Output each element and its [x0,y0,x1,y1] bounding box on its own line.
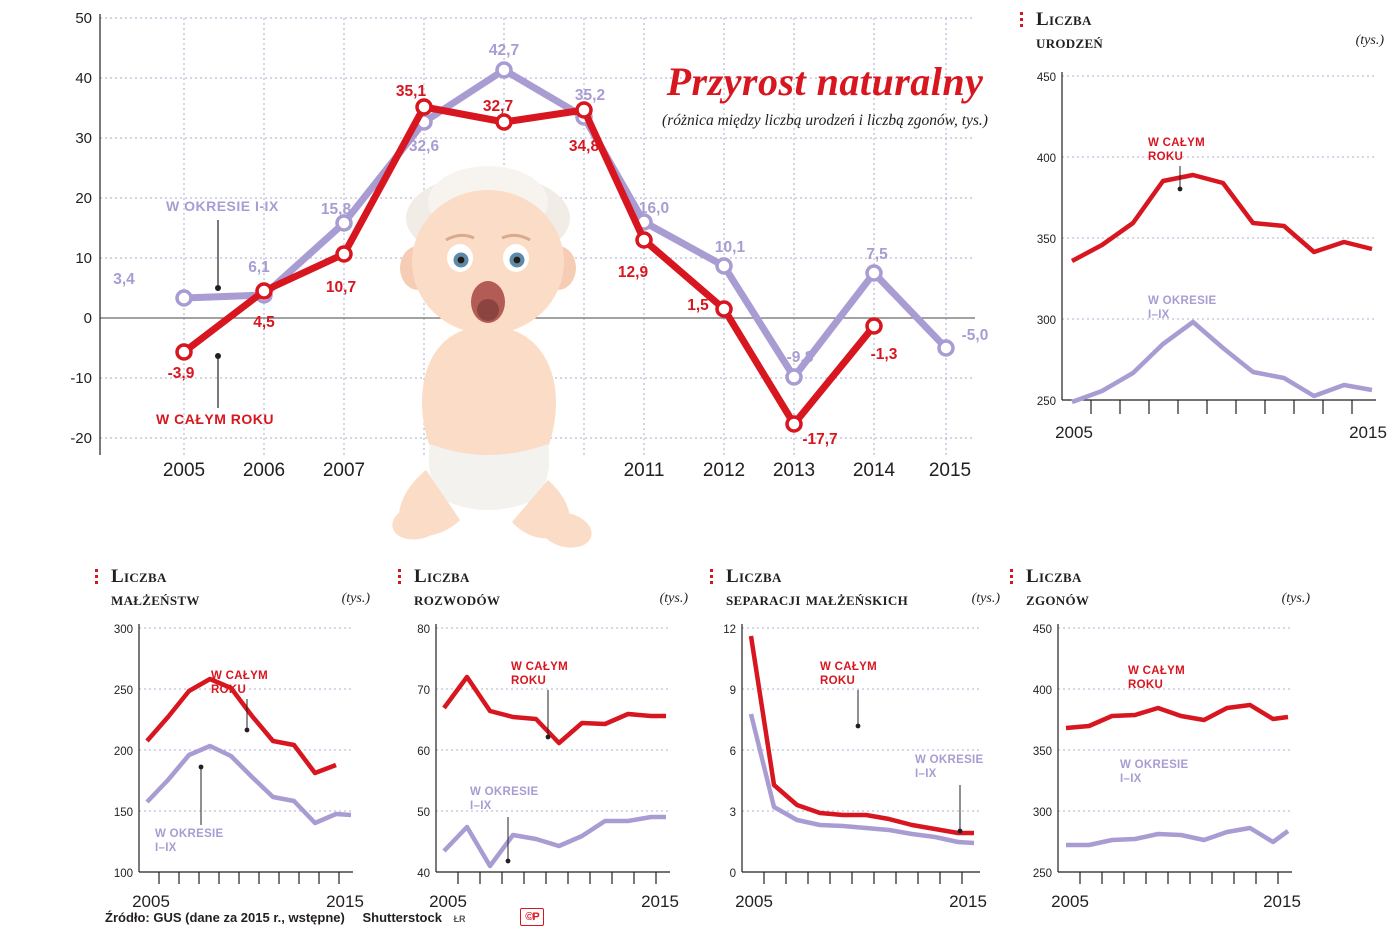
svg-text:16,0: 16,0 [638,200,670,217]
svg-text:10,1: 10,1 [714,239,746,256]
svg-text:-5,0: -5,0 [961,327,989,344]
svg-text:400: 400 [1032,685,1052,697]
svg-text:40: 40 [75,70,92,87]
svg-text:2005: 2005 [1055,423,1093,442]
svg-text:2007: 2007 [322,460,366,481]
svg-text:60: 60 [417,746,430,758]
svg-text:I–IX: I–IX [915,768,937,780]
svg-text:I–IX: I–IX [470,800,492,812]
svg-text:2015: 2015 [928,460,972,481]
credit-text: Shutterstock [362,910,442,925]
svg-text:2005: 2005 [735,892,773,911]
annotation-red-dot [215,353,221,359]
panel-liczba-separacji [710,565,1000,941]
y-tick-labels [70,10,92,447]
annotation-purple-dot [215,285,221,291]
svg-text:-9,8: -9,8 [786,349,814,366]
svg-text:-17,7: -17,7 [802,431,838,448]
svg-text:300: 300 [1036,315,1056,327]
svg-text:15,8: 15,8 [320,201,352,218]
svg-text:12: 12 [723,624,736,636]
svg-text:4,5: 4,5 [253,314,275,331]
panel-unit: (tys.) [659,591,688,606]
svg-text:30: 30 [75,130,92,147]
annotation-purple-label: W OKRESIE I-IX [166,198,279,214]
svg-text:W CAŁYM: W CAŁYM [820,661,878,673]
svg-text:34,8: 34,8 [568,138,600,155]
svg-text:450: 450 [1036,72,1056,84]
bullet-dots-icon [398,569,406,583]
chart-liczba-zgonow [1010,611,1310,941]
svg-text:35,2: 35,2 [574,87,606,104]
svg-text:W CAŁYM: W CAŁYM [511,661,569,673]
svg-text:400: 400 [1036,153,1056,165]
svg-text:ROKU: ROKU [211,684,247,696]
svg-text:I–IX: I–IX [1148,309,1170,321]
svg-text:W CAŁYM: W CAŁYM [211,670,269,682]
svg-text:W CAŁYM: W CAŁYM [1128,665,1186,677]
svg-text:250: 250 [113,685,133,697]
svg-text:2005: 2005 [1051,892,1089,911]
panel-title-line1: Liczba [726,566,782,587]
svg-text:250: 250 [1036,396,1056,408]
svg-text:2012: 2012 [702,460,746,481]
baby-illustration [360,150,630,550]
bullet-dots-icon [95,569,103,583]
page-subtitle: (różnica między liczbą urodzeń i liczbą zgonów, tys.) [662,112,988,129]
svg-text:-20: -20 [70,430,92,447]
svg-text:40: 40 [417,868,430,880]
svg-text:35,1: 35,1 [395,83,427,100]
svg-text:W OKRESIE: W OKRESIE [1120,759,1189,771]
svg-text:W CAŁYM: W CAŁYM [1148,137,1206,149]
panel-title-line2: rozwodów [414,589,501,610]
svg-text:0: 0 [83,310,92,327]
svg-text:0: 0 [729,868,736,880]
svg-text:250: 250 [1032,868,1052,880]
svg-text:6: 6 [729,746,736,758]
panel-liczba-zgonow [1010,565,1310,941]
panel-title-line2: małżeństw [111,589,200,610]
svg-text:W OKRESIE: W OKRESIE [915,754,984,766]
panel-unit: (tys.) [341,591,370,606]
svg-text:9: 9 [729,685,736,697]
svg-text:I–IX: I–IX [155,842,177,854]
panel-liczba-rozwodow [398,565,688,941]
svg-text:2015: 2015 [1263,892,1301,911]
svg-text:-10: -10 [70,370,92,387]
svg-text:50: 50 [75,10,92,27]
svg-text:ROKU: ROKU [1148,151,1184,163]
svg-text:10: 10 [75,250,92,267]
chart-liczba-rozwodow [398,611,688,941]
svg-text:200: 200 [113,746,133,758]
panel-unit: (tys.) [971,591,1000,606]
panel-unit: (tys.) [1355,33,1384,48]
footer [105,910,466,925]
svg-text:450: 450 [1032,624,1052,636]
svg-text:300: 300 [113,624,133,636]
svg-text:2015: 2015 [641,892,679,911]
chart-liczba-malzenstw [95,611,370,941]
svg-text:7,5: 7,5 [866,246,888,263]
panel-unit: (tys.) [1281,591,1310,606]
svg-text:100: 100 [113,868,133,880]
panel-title-line1: Liczba [1026,566,1082,587]
svg-text:2005: 2005 [132,892,170,911]
annotation-red-label: W CAŁYM ROKU [156,411,274,427]
author-initials: ŁR [453,914,466,924]
svg-text:ROKU: ROKU [511,675,547,687]
svg-text:12,9: 12,9 [617,264,649,281]
svg-text:50: 50 [417,807,430,819]
bullet-dots-icon [1020,12,1028,26]
svg-text:10,7: 10,7 [325,279,357,296]
svg-text:42,7: 42,7 [488,42,520,59]
svg-text:I–IX: I–IX [1120,773,1142,785]
source-text: Źródło: GUS (dane za 2015 r., wstępne) [105,910,345,925]
svg-text:70: 70 [417,685,430,697]
bullet-dots-icon [1010,569,1018,583]
svg-text:2013: 2013 [772,460,816,481]
svg-text:W OKRESIE: W OKRESIE [470,786,539,798]
panel-title-line1: Liczba [111,566,167,587]
panel-title-line2: separacji małżeńskich [726,589,908,610]
chart-liczba-separacji [710,611,1000,941]
svg-text:3,4: 3,4 [113,271,135,288]
svg-text:2011: 2011 [623,460,665,481]
svg-text:350: 350 [1036,234,1056,246]
svg-text:-1,3: -1,3 [870,346,898,363]
svg-text:1,5: 1,5 [687,297,709,314]
svg-text:32,7: 32,7 [482,98,514,115]
svg-text:2015: 2015 [326,892,364,911]
svg-text:2005: 2005 [162,460,206,481]
svg-text:-3,9: -3,9 [167,365,195,382]
panel-title-line1: Liczba [414,566,470,587]
panel-liczba-urodzen [1020,8,1392,474]
svg-text:W OKRESIE: W OKRESIE [155,828,224,840]
svg-text:ROKU: ROKU [1128,679,1164,691]
svg-text:350: 350 [1032,746,1052,758]
svg-text:32,6: 32,6 [408,138,440,155]
panel-liczba-malzenstw [95,565,370,941]
svg-text:20: 20 [75,190,92,207]
panel-title-line2: zgonów [1026,589,1090,610]
svg-text:3: 3 [729,807,736,819]
copyright-badge: ©P [520,908,544,926]
svg-text:2015: 2015 [1349,423,1387,442]
svg-text:80: 80 [417,624,430,636]
main-chart-panel [0,0,1010,530]
svg-text:ROKU: ROKU [820,675,856,687]
chart-liczba-urodzen [1020,54,1392,474]
page-title: Przyrost naturalny [666,59,984,104]
svg-text:2005: 2005 [429,892,467,911]
svg-text:2006: 2006 [242,460,286,481]
svg-text:150: 150 [113,807,133,819]
panel-title-line2: urodzeń [1036,32,1104,53]
bullet-dots-icon [710,569,718,583]
svg-text:2014: 2014 [852,460,896,481]
svg-text:W OKRESIE: W OKRESIE [1148,295,1217,307]
panel-title-line1: Liczba [1036,9,1092,30]
svg-text:300: 300 [1032,807,1052,819]
svg-text:6,1: 6,1 [248,259,270,276]
svg-text:2015: 2015 [949,892,987,911]
